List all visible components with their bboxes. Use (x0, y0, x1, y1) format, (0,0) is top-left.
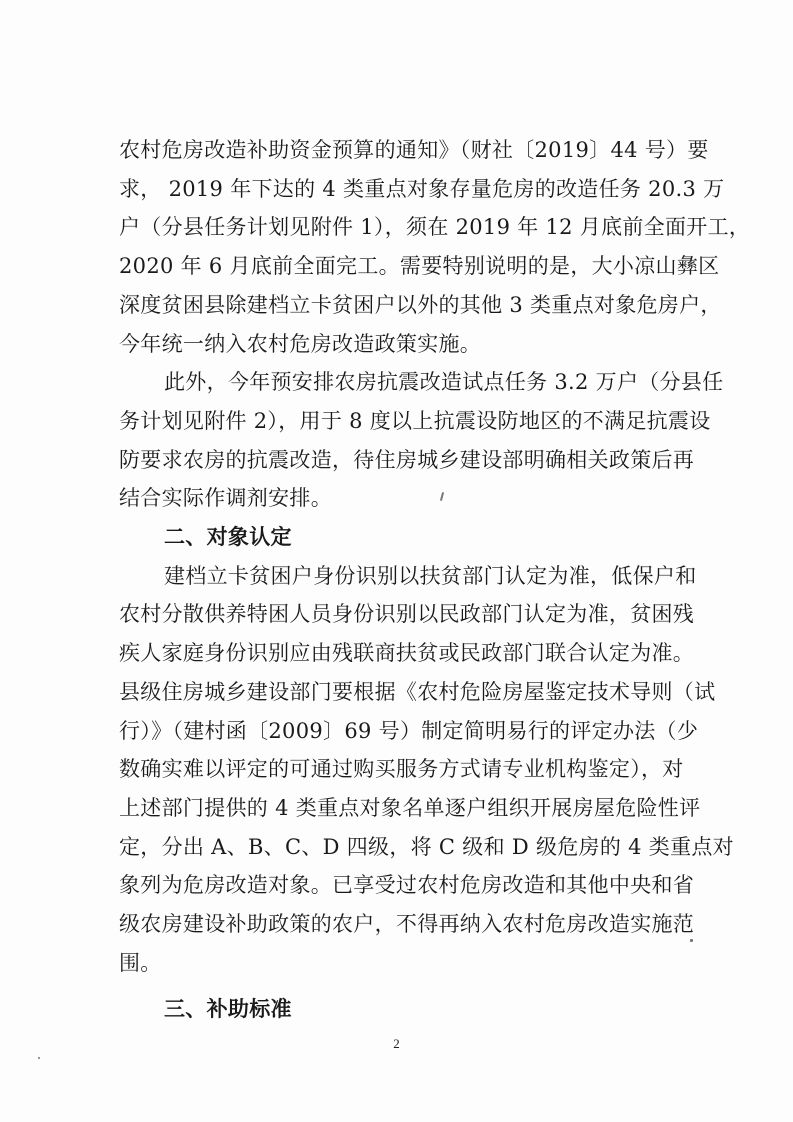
body-text-line: 2020 年 6 月底前全面完工。需要特别说明的是，大小凉山彝区 (119, 254, 720, 278)
body-text-line: 农村分散供养特困人员身份识别以民政部门认定为准，贫困残 (119, 602, 695, 626)
scan-speck (690, 939, 693, 942)
body-text-line: 务计划见附件 2），用于 8 度以上抗震设防地区的不满足抗震设 (119, 409, 711, 433)
body-text-line: 户（分县任务计划见附件 1），须在 2019 年 12 月底前全面开工， (119, 215, 751, 239)
page-number: 2 (393, 1036, 400, 1051)
body-text-line: 行）》（建村函〔2009〕69 号）制定简明易行的评定办法（少 (119, 719, 699, 743)
body-text-line: 此外，今年预安排农房抗震改造试点任务 3.2 万户（分县任 (164, 370, 724, 394)
section-heading: 三、补助标准 (164, 997, 292, 1021)
scan-speck (440, 492, 444, 501)
body-text-line: 级农房建设补助政策的农户，不得再纳入农村危房改造实施范 (119, 912, 695, 936)
body-text-line: 建档立卡贫困户身份识别以扶贫部门认定为准，低保户和 (164, 564, 697, 588)
body-text-line: 求， 2019 年下达的 4 类重点对象存量危房的改造任务 20.3 万 (119, 177, 725, 201)
body-text-line: 疾人家庭身份识别应由残联商扶贫或民政部门联合认定为准。 (119, 641, 695, 665)
body-text-line: 深度贫困县除建档立卡贫困户以外的其他 3 类重点对象危房户， (119, 293, 722, 317)
body-text-line: 农村危房改造补助资金预算的通知》（财社〔2019〕44 号）要 (119, 138, 709, 162)
section-heading: 二、对象认定 (164, 525, 292, 549)
body-text-line: 防要求农房的抗震改造，待住房城乡建设部明确相关政策后再 (119, 448, 695, 472)
scan-speck (38, 1057, 40, 1059)
body-text-line: 今年统一纳入农村危房改造政策实施。 (119, 332, 482, 356)
body-text-line: 象列为危房改造对象。已享受过农村危房改造和其他中央和省 (119, 873, 695, 897)
body-text-line: 结合实际作调剂安排。 (119, 486, 332, 510)
body-text-line: 县级住房城乡建设部门要根据《农村危险房屋鉴定技术导则（试 (119, 680, 716, 704)
body-text-line: 上述部门提供的 4 类重点对象名单逐户组织开展房屋危险性评 (119, 796, 701, 820)
body-text-line: 围。 (119, 951, 162, 975)
body-text-line: 数确实难以评定的可通过购买服务方式请专业机构鉴定），对 (119, 757, 684, 781)
body-text-line: 定，分出 A、B、C、D 四级，将 C 级和 D 级危房的 4 类重点对 (119, 835, 734, 859)
